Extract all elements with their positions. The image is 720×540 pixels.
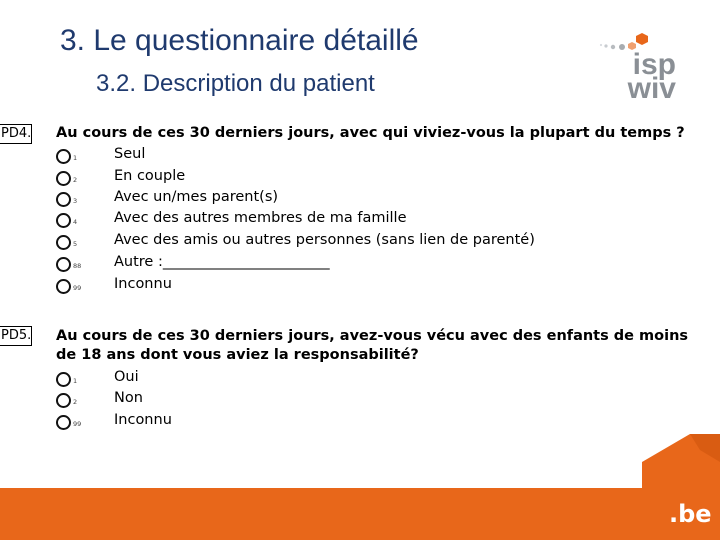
option-pd4-88[interactable]: [56, 253, 516, 275]
option-code: 2: [73, 176, 78, 184]
option-label: Inconnu: [114, 276, 172, 292]
option-code: 5: [73, 240, 78, 248]
radio-button[interactable]: [56, 279, 71, 294]
option-pd5-2[interactable]: [56, 389, 516, 411]
radio-button[interactable]: [56, 192, 71, 207]
option-code: 3: [73, 197, 78, 205]
footer-be-brand: .be: [669, 500, 712, 528]
option-label: Avec des autres membres de ma famille: [114, 210, 407, 226]
option-label: Seul: [114, 146, 146, 162]
option-pd5-99[interactable]: [56, 411, 516, 433]
footer-orange-band: [0, 488, 720, 540]
option-label: Avec un/mes parent(s): [114, 189, 279, 205]
option-label: En couple: [114, 168, 186, 184]
option-code: 1: [73, 154, 78, 162]
logo-text-top: isp: [632, 48, 676, 81]
question-id-pd5: PD5.: [0, 326, 32, 346]
logo-text-bottom: wiv: [627, 72, 676, 102]
radio-button[interactable]: [56, 213, 71, 228]
radio-button[interactable]: [56, 257, 71, 272]
option-pd5-1[interactable]: [56, 368, 516, 390]
radio-button[interactable]: [56, 171, 71, 186]
option-pd4-4[interactable]: [56, 209, 516, 231]
option-pd4-3[interactable]: [56, 188, 516, 210]
option-code: 99: [73, 284, 82, 292]
option-code: 4: [73, 218, 78, 226]
slide-subtitle: 3.2. Description du patient: [96, 70, 375, 97]
option-pd4-99[interactable]: [56, 275, 516, 297]
option-code: 2: [73, 398, 78, 406]
option-label: Autre :_______________________: [114, 254, 330, 270]
option-code: 1: [73, 377, 78, 385]
isp-wiv-logo: [598, 30, 678, 102]
option-pd4-2[interactable]: [56, 167, 516, 189]
slide-title: 3. Le questionnaire détaillé: [60, 24, 419, 57]
option-pd4-1[interactable]: [56, 145, 516, 167]
radio-button[interactable]: [56, 149, 71, 164]
option-code: 99: [73, 420, 82, 428]
question-id-pd4: PD4.: [0, 124, 32, 144]
option-code: 88: [73, 262, 82, 270]
option-label: Inconnu: [114, 412, 172, 428]
radio-button[interactable]: [56, 415, 71, 430]
option-label: Oui: [114, 369, 139, 385]
question-text-pd5: Au cours de ces 30 derniers jours, avez-vous vécu avec des enfants de moins de 18 ans dont vous aviez la responsabilité?: [56, 328, 689, 363]
question-text-pd4: Au cours de ces 30 derniers jours, avec qui viviez-vous la plupart du temps ?: [56, 125, 685, 141]
footer-decoration: [0, 432, 720, 540]
radio-button[interactable]: [56, 372, 71, 387]
option-label: Non: [114, 390, 143, 406]
radio-button[interactable]: [56, 235, 71, 250]
radio-button[interactable]: [56, 393, 71, 408]
option-pd4-5[interactable]: [56, 231, 535, 253]
option-label: Avec des amis ou autres personnes (sans lien de parenté): [114, 232, 535, 248]
